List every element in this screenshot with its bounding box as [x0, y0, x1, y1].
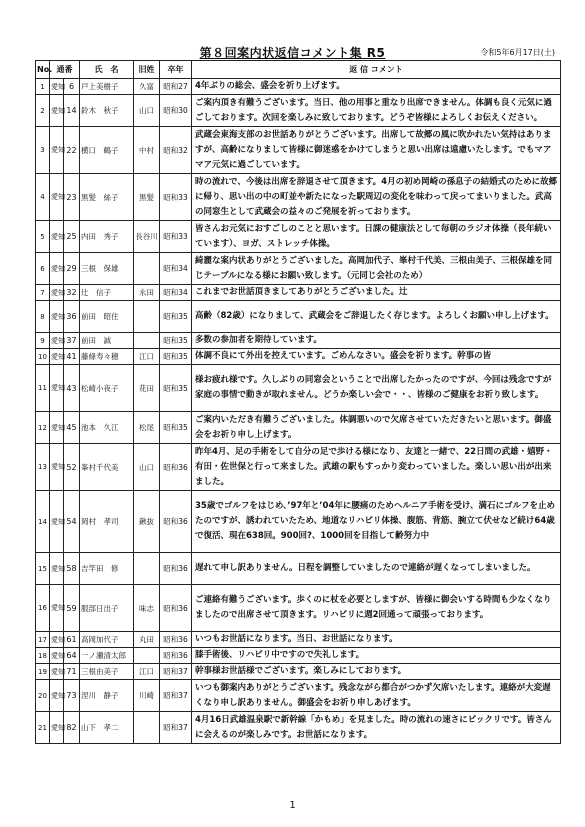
serial-number-cell: 73 — [64, 680, 80, 712]
header-graduation-year: 卒年 — [160, 61, 192, 79]
prefecture-cell: 愛知 — [50, 301, 64, 333]
prefecture-cell: 愛知 — [50, 712, 64, 744]
name-cell: 横口 鶴子 — [80, 127, 134, 174]
maiden-name-cell: 松尾 — [134, 412, 160, 444]
name-cell: 三根由美子 — [80, 664, 134, 680]
name-cell: 高岡加代子 — [80, 632, 134, 648]
maiden-name-cell — [134, 553, 160, 585]
serial-number-cell: 41 — [64, 349, 80, 365]
table-row — [36, 174, 561, 221]
prefecture-cell: 愛知 — [50, 553, 64, 585]
serial-number-cell: 45 — [64, 412, 80, 444]
table-row — [36, 491, 561, 553]
maiden-name-cell: 中村 — [134, 127, 160, 174]
name-cell: 山下 孝二 — [80, 712, 134, 744]
maiden-name-cell: 久富 — [134, 79, 160, 95]
row-number-cell: 6 — [36, 253, 50, 285]
prefecture-cell: 愛知 — [50, 79, 64, 95]
prefecture-cell: 愛知 — [50, 632, 64, 648]
prefecture-cell: 愛知 — [50, 444, 64, 491]
row-number-cell: 9 — [36, 333, 50, 349]
name-cell: 峯村千代美 — [80, 444, 134, 491]
prefecture-cell: 愛知 — [50, 174, 64, 221]
maiden-name-cell: 長谷川 — [134, 221, 160, 253]
table-header-row — [36, 61, 561, 79]
graduation-year-cell: 昭和36 — [160, 444, 192, 491]
graduation-year-cell: 昭和32 — [160, 127, 192, 174]
comment-cell: 幹事様お世話様でございます。楽しみにしております。 — [192, 664, 561, 680]
name-cell: 前田 昭住 — [80, 301, 134, 333]
graduation-year-cell: 昭和33 — [160, 221, 192, 253]
graduation-year-cell: 昭和27 — [160, 79, 192, 95]
serial-number-cell: 59 — [64, 585, 80, 632]
prefecture-cell: 愛知 — [50, 285, 64, 301]
header-name: 氏 名 — [80, 61, 134, 79]
graduation-year-cell: 昭和37 — [160, 664, 192, 680]
row-number-cell: 14 — [36, 491, 50, 553]
prefecture-cell: 愛知 — [50, 491, 64, 553]
prefecture-cell: 愛知 — [50, 365, 64, 412]
maiden-name-cell: 鍬抜 — [134, 491, 160, 553]
name-cell: 三根 保雄 — [80, 253, 134, 285]
document-date: 令和5年6月17日(土) — [480, 48, 555, 57]
comment-cell: 体調不良にて外出を控えています。ごめんなさい。盛会を祈ります。幹事の皆 — [192, 349, 561, 365]
table-row — [36, 333, 561, 349]
page-number: 1 — [289, 800, 296, 811]
table-row — [36, 444, 561, 491]
maiden-name-cell: 山口 — [134, 95, 160, 127]
name-cell: 池本 久江 — [80, 412, 134, 444]
graduation-year-cell: 昭和35 — [160, 349, 192, 365]
serial-number-cell: 61 — [64, 632, 80, 648]
table-row — [36, 253, 561, 285]
header-no: No. — [36, 61, 50, 79]
graduation-year-cell: 昭和34 — [160, 285, 192, 301]
graduation-year-cell: 昭和35 — [160, 412, 192, 444]
graduation-year-cell: 昭和33 — [160, 174, 192, 221]
serial-number-cell: 25 — [64, 221, 80, 253]
table-row — [36, 221, 561, 253]
graduation-year-cell: 昭和37 — [160, 712, 192, 744]
row-number-cell: 15 — [36, 553, 50, 585]
prefecture-cell: 愛知 — [50, 680, 64, 712]
name-cell: 鈴木 秋子 — [80, 95, 134, 127]
serial-number-cell: 71 — [64, 664, 80, 680]
comment-cell: 武蔵会東海支部のお世話ありがとうございます。出席して故郷の風に吹かれたい気持はありますが、高齢になりまして皆様に御迷惑をかけてしまうと思い出席は遠慮いたします。でもマアマア元気に過ごしています。 — [192, 127, 561, 174]
comment-cell: ご連絡有難うございます。歩くのに杖を必要としますが、皆様に御会いする時間も少なくなりましたので出席させて頂きます。リハビリに週2回通って頑張っております。 — [192, 585, 561, 632]
table-row — [36, 648, 561, 664]
name-cell: 吉竿田 修 — [80, 553, 134, 585]
row-number-cell: 12 — [36, 412, 50, 444]
serial-number-cell: 6 — [64, 79, 80, 95]
name-cell: 藤條寿々穂 — [80, 349, 134, 365]
comment-cell: 膝手術後、リハビリ中ですので失礼します。 — [192, 648, 561, 664]
prefecture-cell: 愛知 — [50, 585, 64, 632]
table-row — [36, 412, 561, 444]
row-number-cell: 17 — [36, 632, 50, 648]
graduation-year-cell: 昭和37 — [160, 680, 192, 712]
document-title: 第８回案内状返信コメント集 R5 — [199, 46, 386, 60]
table-body — [36, 79, 561, 744]
comment-cell: これまでお世話頂きましてありがとうございました。辻 — [192, 285, 561, 301]
prefecture-cell: 愛知 — [50, 221, 64, 253]
maiden-name-cell: 永田 — [134, 285, 160, 301]
graduation-year-cell: 昭和36 — [160, 553, 192, 585]
comment-cell: 4年ぶりの総会、盛会を祈り上げます。 — [192, 79, 561, 95]
comment-cell: 多数の参加者を期待しています。 — [192, 333, 561, 349]
prefecture-cell: 愛知 — [50, 127, 64, 174]
comment-cell: 綺麗な案内状ありがとうございました。高岡加代子、峯村千代美、三根由美子、三根保雄を同じテーブルになる様にお願い致します。（元同じ会社のため） — [192, 253, 561, 285]
comment-cell: 様お疲れ様です。久しぶりの同窓会ということで出席したかったのですが、今回は残念ですが家庭の事情で動きが取れません。どうか楽しい会で・・、皆様のご健康をお祈り致します。 — [192, 365, 561, 412]
prefecture-cell: 愛知 — [50, 648, 64, 664]
table-row — [36, 285, 561, 301]
row-number-cell: 5 — [36, 221, 50, 253]
row-number-cell: 20 — [36, 680, 50, 712]
row-number-cell: 16 — [36, 585, 50, 632]
table-row — [36, 349, 561, 365]
graduation-year-cell: 昭和36 — [160, 632, 192, 648]
serial-number-cell: 22 — [64, 127, 80, 174]
table-row — [36, 95, 561, 127]
table-row — [36, 585, 561, 632]
graduation-year-cell: 昭和36 — [160, 648, 192, 664]
maiden-name-cell — [134, 301, 160, 333]
comment-cell: ご案内頂き有難うございます。当日、他の用事と重なり出席できません。体調も良く元気に過ごしております。次回を楽しみに致しております。どうぞ皆様によろしくお伝えください。 — [192, 95, 561, 127]
graduation-year-cell: 昭和36 — [160, 491, 192, 553]
name-cell: 前田 誠 — [80, 333, 134, 349]
comment-cell: 高齢（82歳）になりまして、武蔵会をご辞退したく存じます。よろしくお願い申し上げます。 — [192, 301, 561, 333]
graduation-year-cell: 昭和35 — [160, 301, 192, 333]
table-row — [36, 712, 561, 744]
prefecture-cell: 愛知 — [50, 253, 64, 285]
row-number-cell: 3 — [36, 127, 50, 174]
row-number-cell: 13 — [36, 444, 50, 491]
prefecture-cell: 愛知 — [50, 349, 64, 365]
serial-number-cell: 52 — [64, 444, 80, 491]
serial-number-cell: 32 — [64, 285, 80, 301]
comment-cell: 時の流れで、今後は出席を辞退させて頂きます。4月の初め岡崎の孫息子の結婚式のために故郷に帰り、思い出の中の町並や新たになった駅周辺の変化を味わって戻ってまいりました。武高の同窓生として武蔵会の益々のご発展を祈っております。 — [192, 174, 561, 221]
header-serial: 通番 — [50, 61, 80, 79]
prefecture-cell: 愛知 — [50, 664, 64, 680]
comment-cell: いつもお世話になります。当日、お世話になります。 — [192, 632, 561, 648]
comment-cell: いつも御案内ありがとうございます。残念ながら都合がつかず欠席いたします。連絡が大変遅くなり申し訳ありません。御盛会をお祈り申しあげます。 — [192, 680, 561, 712]
comment-cell: 35歳でゴルフをはじめ、’97年と’04年に腰痛のためヘルニア手術を受け、満石にゴルフを止めたのですが、誘われていたため、地道なリハビリ体操、腹筋、背筋、腕立て伏せなど続け64歳で復活、現在638回。900回?、1000回を目指して齢努力中 — [192, 491, 561, 553]
table-row — [36, 680, 561, 712]
maiden-name-cell — [134, 333, 160, 349]
table-row — [36, 553, 561, 585]
comment-cell: 4月16日武雄温泉駅で新幹線「かもめ」を見ました。時の流れの速さにビックリです。皆さんに会えるのが楽しみです。お世話になります。 — [192, 712, 561, 744]
graduation-year-cell: 昭和35 — [160, 365, 192, 412]
maiden-name-cell — [134, 648, 160, 664]
serial-number-cell: 37 — [64, 333, 80, 349]
row-number-cell: 7 — [36, 285, 50, 301]
graduation-year-cell: 昭和36 — [160, 585, 192, 632]
maiden-name-cell: 黒髪 — [134, 174, 160, 221]
prefecture-cell: 愛知 — [50, 412, 64, 444]
serial-number-cell: 23 — [64, 174, 80, 221]
comment-cell: 昨年4月、足の手術をして自分の足で歩ける様になり、友達と一緒で、22日間の武雄・嬉野・有田・佐世保と行って来ました。武雄の駅もすっかり変わっていました。楽しい思い出が出来ました。 — [192, 444, 561, 491]
table-row — [36, 365, 561, 412]
row-number-cell: 10 — [36, 349, 50, 365]
table-row — [36, 127, 561, 174]
name-cell: 一ノ瀬清太郎 — [80, 648, 134, 664]
name-cell: 涅川 静子 — [80, 680, 134, 712]
comments-table — [35, 60, 561, 744]
graduation-year-cell: 昭和30 — [160, 95, 192, 127]
table-row — [36, 301, 561, 333]
header-maiden-name: 旧姓 — [134, 61, 160, 79]
name-cell: 服部日出子 — [80, 585, 134, 632]
serial-number-cell: 43 — [64, 365, 80, 412]
row-number-cell: 11 — [36, 365, 50, 412]
maiden-name-cell — [134, 253, 160, 285]
maiden-name-cell: 川崎 — [134, 680, 160, 712]
maiden-name-cell: 丸田 — [134, 632, 160, 648]
serial-number-cell: 54 — [64, 491, 80, 553]
row-number-cell: 8 — [36, 301, 50, 333]
table-row — [36, 79, 561, 95]
name-cell: 辻 信子 — [80, 285, 134, 301]
table-row — [36, 664, 561, 680]
row-number-cell: 19 — [36, 664, 50, 680]
serial-number-cell: 58 — [64, 553, 80, 585]
name-cell: 松崎小夜子 — [80, 365, 134, 412]
row-number-cell: 1 — [36, 79, 50, 95]
prefecture-cell: 愛知 — [50, 95, 64, 127]
row-number-cell: 2 — [36, 95, 50, 127]
serial-number-cell: 14 — [64, 95, 80, 127]
maiden-name-cell: 花田 — [134, 365, 160, 412]
header-comment: 返 信 コメント — [192, 61, 561, 79]
name-cell: 内田 秀子 — [80, 221, 134, 253]
row-number-cell: 4 — [36, 174, 50, 221]
serial-number-cell: 64 — [64, 648, 80, 664]
name-cell: 黒髪 絲子 — [80, 174, 134, 221]
maiden-name-cell — [134, 712, 160, 744]
maiden-name-cell: 江口 — [134, 349, 160, 365]
comment-cell: 皆さんお元気におすごしのことと思います。日課の健康法として毎朝のラジオ体操（長年続いています）、ヨガ、ストレッチ体操。 — [192, 221, 561, 253]
maiden-name-cell: 山口 — [134, 444, 160, 491]
maiden-name-cell: 江口 — [134, 664, 160, 680]
serial-number-cell: 82 — [64, 712, 80, 744]
table-row — [36, 632, 561, 648]
name-cell: 岡村 孝司 — [80, 491, 134, 553]
name-cell: 戸上美樹子 — [80, 79, 134, 95]
graduation-year-cell: 昭和35 — [160, 333, 192, 349]
serial-number-cell: 29 — [64, 253, 80, 285]
maiden-name-cell: 味志 — [134, 585, 160, 632]
row-number-cell: 21 — [36, 712, 50, 744]
row-number-cell: 18 — [36, 648, 50, 664]
comment-cell: ご案内いただき有難うございました。体調悪いので欠席させていただきたいと思います。御盛会をお祈り申し上げます。 — [192, 412, 561, 444]
serial-number-cell: 36 — [64, 301, 80, 333]
prefecture-cell: 愛知 — [50, 333, 64, 349]
comment-cell: 遅れて申し訳ありません。日程を調整していましたので連絡が遅くなってしまいました。 — [192, 553, 561, 585]
graduation-year-cell: 昭和34 — [160, 253, 192, 285]
